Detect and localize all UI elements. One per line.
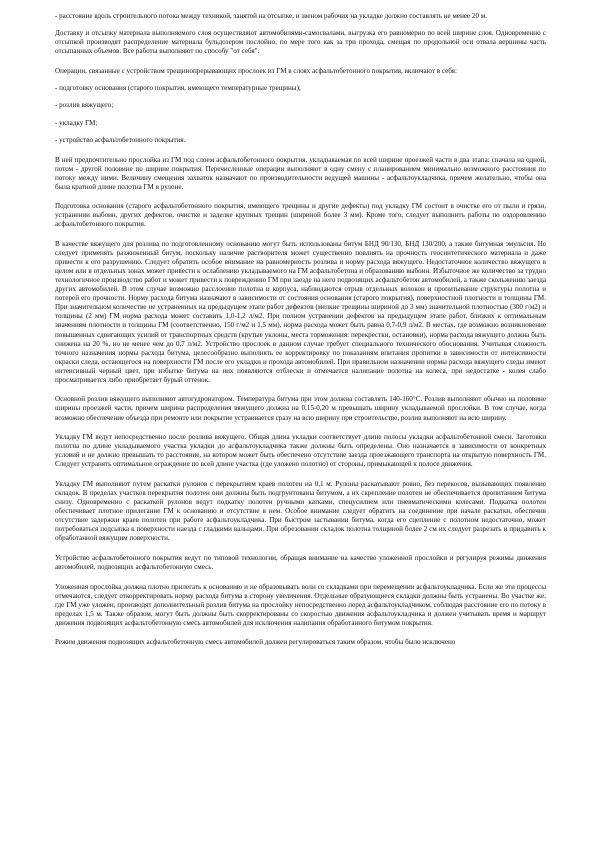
list-item-base-preparation: - подготовку основания (старого покрытия, имеющего температурные трещины);	[55, 84, 301, 93]
paragraph-interlayer-adhesion: Уложенная прослойка должна плотно прилегать к основанию и не образовывать волн со складками при перемещении асфальтоукладчика. Если же эти процессы отмечаются, следует откорректировать норму расхода битума в сторону увеличения. Отдельные образующиеся складки должны быть устранены. Во участке же, где ГМ уже уложен, производят дополнительный розлив битума на прослойку непосредственно перед асфальтоукладчиком, соблюдая расстояние его по потоку в пределах 1,5 м. Также образом, могут быть должны быть скорректированы со скоростью движения асфальтоукладчика и должен учитывать время и маршрут движения подвозящих асфальтобетонную смесь автомобилей для исключения налипания обработанного битумом покрытия.	[55, 582, 546, 627]
list-item-asphalt-paving: - устройство асфальтобетонного покрытия.	[55, 135, 186, 144]
paragraph-roll-unrolling: Укладку ГМ выполняют путем раскатки рулонов с перекрытием краев полотен на 0,1 м. Рулоны раскатывают ровно, без перекосов, вызывающих появление складок. В пределах участков перекрытия полотен они должны быть подгрунтованы битумом, а их скрепление полотен не обеспечивается пропитанием битума снизу. Одновременно с раскаткой рулонов ведут подкатку полотен ручными катками, спецусилием или пневматическими колесами. Подкатка полотен обеспечивает плотное прилегание ГМ к основанию и отсутствие в нем. Особое внимание следует обратить на соединение при начале раскатки, обеспечив отсутствие задержки краев полотен при работе асфальтоукладчика. При быстром застывании битума, когда его сцепление с полотном недостаточно, может потребоваться подсыпка к поверхности наезда с гладкими вальцами. При обрезовании складок полотна толщиной более 2 см их следует разрезать и придавить к обработанной вяжущим поверхности.	[55, 479, 546, 543]
paragraph-binder-selection: В качестве вяжущего для розлива по подготовленному основанию могут быть использованы битум БНД 90/130, БНД 130/200, а также битумная эмульсия. Не следует применять разжиженный битум, поскольку наличие растворителя может существенно повлиять на прочность геосинтетического материала и даже привести к его разрушению. Следует обратить особое внимание на равномерность розлива и норму расхода вяжущего. Недостаточное количество вяжущего в целом или в отдельных зонах может привести к ослаблению укладываемого на ГМ асфальтобетона и образованию выбоин. Избыточное же количество за трудно технологичное производство работ и может привести к повреждению ГМ при заезде на него подвозящих асфальтобетон автомобилей, а также скольжению заезда других автомобилей. В этом случае возможно расслоение полотна и корпуса, наблюдаются отрыв отдельных волокон и пропитывание структуры полотна и потерей его прочности. Норму расхода битума назначают в зависимости от состояния основания (старого покрытия), поверхностной плотности и толщины ГМ. При значительном количестве не устраненных на предыдущем этапе работ дефектов (мелкие трещины шириной до 3 мм) значительной плотностью (300 г/м2) и толщины (2 мм) ГМ норма расхода может составить 1,0-1,2 л/м2. При полном устранении дефектов на предыдущем этапе работ, близких к оптимальным значениям плотности и толщины ГМ (соответственно, 150 г/м2 и 1,5 мм), норма расхода может быть равна 0,7-0,9 л/м2. В местах, где возможно возникновение повышенных сдвигающих усилий от транспортных средств (крутые уклоны, места торможения: перекрестки, остановки), норма расхода вяжущего должна быть снижена на 20 %, но не менее чем до 0,7 л/м2. Устройство прослоек в данном случае требует специального технического обоснования. Учитывая сложность точного назначения нормы расхода битума, целесообразно выполнять ее корректировку по показаниям впитания пропитки в зависимости от интенсивности окраски следа, остающегося на поверхности ГМ после его укладки и прохода автомобилей. При правильном назначении нормы расхода вяжущего следы имеют интенсивный черный цвет, при избытке битума на них появляются отблески и отмечается налипание полотна на колеса, при недостатке - колея слабо просматривается либо приобретает бурый оттенок.	[55, 240, 546, 384]
paragraph-material-delivery: Доставку и отсыпку материала выполняемого слоя осуществляют автомобилями-самосвалами, выгрузка его равномерно по всей ширине слоя. Одновременно с отсыпкой производят распределение материала бульдозером послойно, по мере того как за три прохода, смещая по продольной оси отвала вершины часть отсыпанных объемов. Все работы выполняют по способу "от себя".	[55, 29, 546, 56]
document-page	[55, 12, 546, 658]
paragraph-two-stage-laying: В ней предпочтительно прослойка из ГМ под слоем асфальтобетонного покрытия, укладываемая по всей ширине проезжей части в два этапа: сначала на одной, потом - другой половине по ширине покрытия. Перечисленные операции выполняют в одну смену с планированием минимально возможного расстояния по потоку между ними. Величину смещения захваток назначают по производительности ведущей машины - асфальтоукладчика, причем желательно, чтобы она была кратной длине полотна ГМ в рулоне.	[55, 155, 546, 191]
paragraph-gm-laying: Укладку ГМ ведут непосредственно после розлива вяжущего. Общая длина укладки соответствует длине полосы укладки асфальтобетонной смеси. Заготовки полотна по длине укладываемого участка укладки до асфальтоукладчика также должны быть определены. Оно назначается в зависимости от конкретных условий и не должно превышать то расстояние, на котором может быть обеспечено отсутствие заезда проезжающего транспорта на открытую поверхность ГМ. Следует устранять оптимальное ограждение по всей длине участка (где уложено полотно) от стороны, примыкающей к полосе движения.	[55, 433, 546, 469]
paragraph-operations-intro: Операции, связанные с устройством трещинопрерывающих прослоек из ГМ в слоях асфальтобетонного покрытия, включают в себя:	[55, 66, 457, 75]
list-item-binder-spreading: - розлив вяжущего;	[55, 101, 114, 110]
paragraph-spacing-rule: - расстояние вдоль строительного потока между техникой, занятой на отсыпке, и звеном рабочих на укладке должно составлять не менее 20 м.	[55, 12, 488, 20]
paragraph-truck-traffic: Режим движения подвозящих асфальтобетонную смесь автомобилей должен регулироваться таким образом, чтобы было исключено	[55, 638, 456, 647]
list-item-gm-laying: - укладку ГМ;	[55, 118, 98, 127]
paragraph-base-preparation: Подготовка основания (старого асфальтобетонного покрытия, имеющего трещины и другие дефекты) под укладку ГМ состоит в очистке его от пыли и грязи, устранении выбоин, других дефектов, очистке и заделке крупных трещин (шириной более 3 мм). Кроме того, следует выполнить работы по оздоровлению асфальтобетонного покрытия.	[55, 202, 546, 229]
paragraph-binder-distribution: Основной розлив вяжущего выполняют автогудронатором. Температура битума при этом должна составлять 140-160°С. Розлив выполняют обычно на половине ширины проезжей части, причем ширина распределения вяжущего должна на 0,15-0,20 м превышать ширину укладываемой прослойки. В том случае, когда возможно обеспечение объезда при ремонте или покрытие устраивается сразу на всю ширину при строительстве, розлив выполняют на всю ширину.	[55, 395, 546, 422]
paragraph-asphalt-paving: Устройство асфальтобетонного покрытия ведут по типовой технологии, обращая внимание на качество уложенной прослойки и регулируя режимы движения автомобилей, подвозящих асфальтобетонную смесь.	[55, 553, 546, 571]
